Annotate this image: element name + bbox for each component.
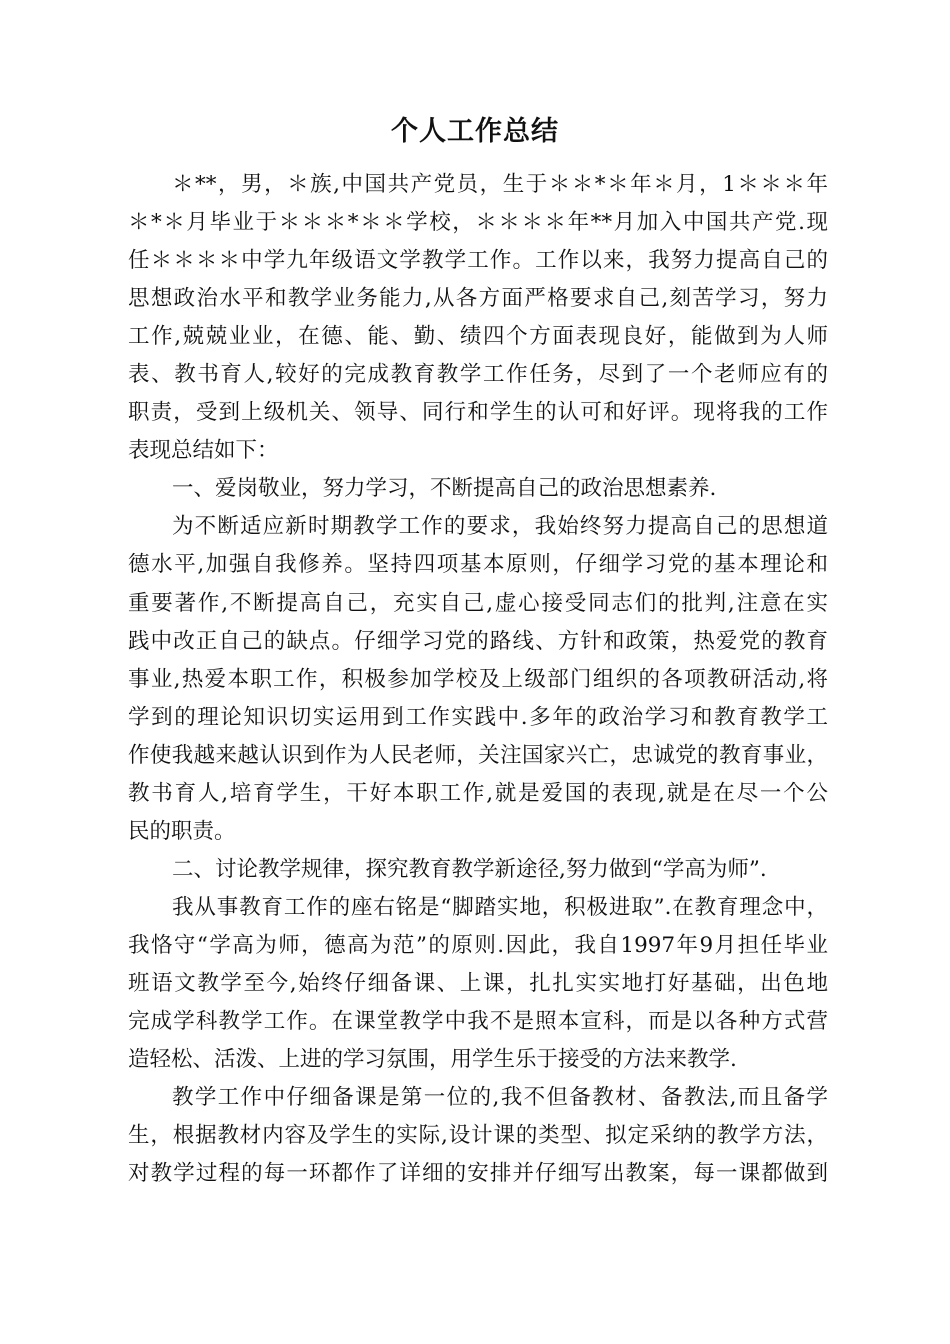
text-line: 对教学过程的每一环都作了详细的安排并仔细写出教案，每一课都做到 [128,1161,828,1187]
document-title: 个人工作总结 [391,116,559,147]
text-line: ＊**，男，＊族,中国共产党员，生于＊＊*＊年＊月，1＊＊＊年 [172,172,828,197]
text-line: 重要著作,不断提高自己，充实自己,虚心接受同志们的批判,注意在实 [128,590,828,616]
text-line: 表现总结如下： [128,438,279,464]
text-line: 任＊＊＊＊中学九年级语文学教学工作。工作以来，我努力提高自己的 [128,248,828,274]
text-line: 德水平,加强自我修养。坚持四项基本原则，仔细学习党的基本理论和 [128,552,828,578]
text-line: 完成学科教学工作。在课堂教学中我不是照本宣科，而是以各种方式营 [128,1009,828,1035]
text-line: 我恪守“学高为师，德高为范”的原则.因此，我自1997年9月担任毕业 [128,932,828,958]
text-line: 教书育人,培育学生，干好本职工作,就是爱国的表现,就是在尽一个公 [128,780,828,806]
text-line: 一、爱岗敬业，努力学习，不断提高自己的政治思想素养. [172,476,717,502]
text-line: ＊*＊月毕业于＊＊＊*＊＊学校，＊＊＊＊年**月加入中国共产党.现 [128,210,828,236]
text-line: 我从事教育工作的座右铭是“脚踏实地，积极进取”.在教育理念中， [172,894,828,920]
text-line: 思想政治水平和教学业务能力,从各方面严格要求自己,刻苦学习，努力 [128,286,828,312]
text-line: 民的职责。 [128,818,236,844]
text-line: 为不断适应新时期教学工作的要求，我始终努力提高自己的思想道 [172,514,828,540]
text-line: 作使我越来越认识到作为人民老师，关注国家兴亡，忠诚党的教育事业， [128,742,828,768]
text-line: 学到的理论知识切实运用到工作实践中.多年的政治学习和教育教学工 [128,704,828,730]
text-line: 工作,兢兢业业，在德、能、勤、绩四个方面表现良好，能做到为人师 [128,324,828,350]
text-line: 教学工作中仔细备课是第一位的,我不但备教材、备教法,而且备学 [172,1085,828,1111]
text-line: 造轻松、活泼、上进的学习氛围，用学生乐于接受的方法来教学. [128,1047,737,1073]
text-line: 班语文教学至今,始终仔细备课、上课，扎扎实实地打好基础，出色地 [128,970,828,996]
document-body [128,166,828,1193]
text-line: 践中改正自己的缺点。仔细学习党的路线、方针和政策，热爱党的教育 [128,628,828,654]
text-line: 职责，受到上级机关、领导、同行和学生的认可和好评。现将我的工作 [128,400,828,426]
text-line: 事业,热爱本职工作，积极参加学校及上级部门组织的各项教研活动,将 [128,666,828,692]
text-line: 二、讨论教学规律，探究教育教学新途径,努力做到“学高为师”. [172,856,767,882]
text-line: 表、教书育人,较好的完成教育教学工作任务，尽到了一个老师应有的 [128,362,828,388]
text-line: 生，根据教材内容及学生的实际,设计课的类型、拟定采纳的教学方法， [128,1123,828,1149]
